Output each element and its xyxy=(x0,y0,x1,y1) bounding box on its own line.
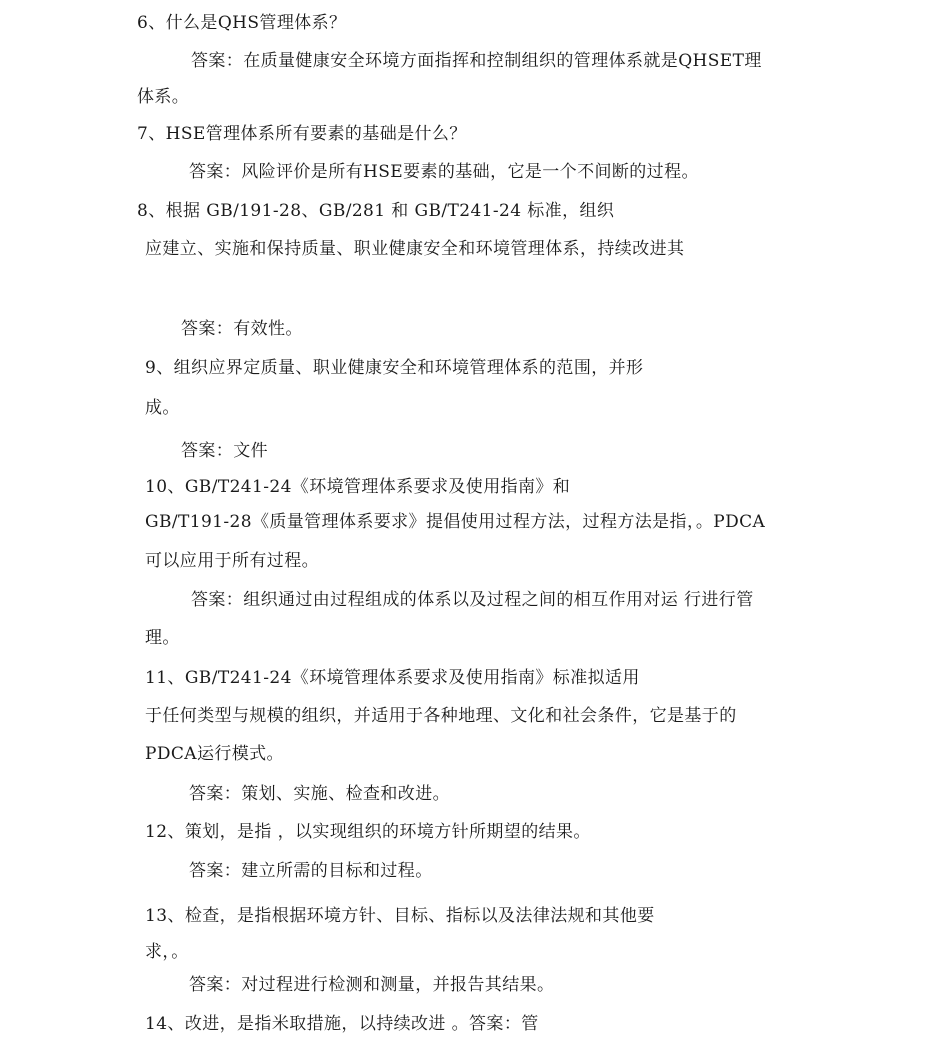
question-10-line-3: 可以应用于所有过程。 xyxy=(145,551,319,571)
answer-10: 答案：组织通过由过程组成的体系以及过程之间的相互作用对运 行进行管 xyxy=(191,590,754,610)
question-10: 10、GB/T241-24《环境管理体系要求及使用指南》和 xyxy=(145,477,571,497)
answer-10-continued: 理。 xyxy=(145,628,180,648)
question-7: 7、HSE管理体系所有要素的基础是什么？ xyxy=(137,124,467,144)
question-11-line-3: PDCA运行模式。 xyxy=(145,744,284,764)
question-14: 14、改进，是指米取措施，以持续改进 。答案：管 xyxy=(145,1014,539,1034)
answer-12: 答案：建立所需的目标和过程。 xyxy=(189,861,433,881)
question-8: 8、根据 GB/191-28、GB/281 和 GB/T241-24 标准，组织 xyxy=(137,201,615,221)
question-9-continued: 成。 xyxy=(145,398,180,418)
question-8-continued: 应建立、实施和保持质量、职业健康安全和环境管理体系，持续改进其 xyxy=(145,239,685,259)
question-13: 13、检查，是指根据环境方针、目标、指标以及法律法规和其他要 xyxy=(145,906,655,926)
question-12: 12、策划，是指 ，以实现组织的环境方针所期望的结果。 xyxy=(145,822,591,842)
question-6: 6、什么是QHS管理体系？ xyxy=(137,13,347,33)
answer-7: 答案：风险评价是所有HSE要素的基础，它是一个不间断的过程。 xyxy=(189,162,699,182)
question-13-continued: 求，。 xyxy=(145,942,189,962)
answer-8: 答案：有效性。 xyxy=(181,319,303,339)
answer-6: 答案：在质量健康安全环境方面指挥和控制组织的管理体系就是QHSET理 xyxy=(191,51,762,71)
question-11: 11、GB/T241-24《环境管理体系要求及使用指南》标准拟适用 xyxy=(145,668,640,688)
answer-13: 答案：对过程进行检测和测量，并报告其结果。 xyxy=(189,975,555,995)
question-11-line-2: 于任何类型与规模的组织，并适用于各种地理、文化和社会条件，它是基于的 xyxy=(145,706,737,726)
answer-6-continued: 体系。 xyxy=(137,87,190,107)
answer-11: 答案：策划、实施、检查和改进。 xyxy=(189,784,450,804)
question-10-line-2: GB/T191-28《质量管理体系要求》提倡使用过程方法，过程方法是指，。PDCA xyxy=(145,512,766,532)
question-9: 9、组织应界定质量、职业健康安全和环境管理体系的范围，并形 xyxy=(145,358,644,378)
answer-9: 答案：文件 xyxy=(181,441,268,461)
